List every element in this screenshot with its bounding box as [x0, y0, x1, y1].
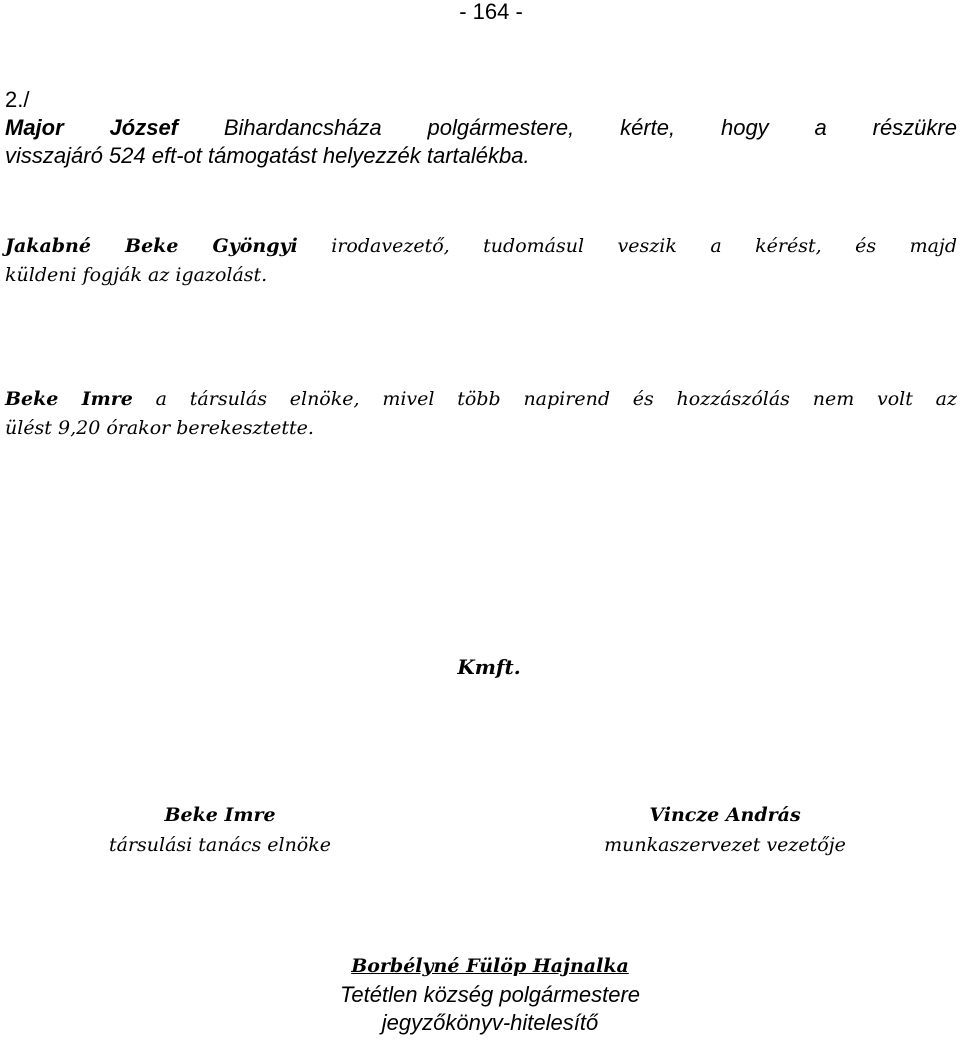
- signature-bottom: [230, 951, 750, 1037]
- paragraph-text: irodavezető, tudomásul veszik a kérést, és majd: [331, 235, 957, 257]
- signatory-role-1: Tetétlen község polgármestere: [339, 982, 641, 1007]
- speaker-name: Beke Imre: [5, 388, 133, 410]
- signatory-name: Borbélyné Fülöp Hajnalka: [351, 955, 629, 977]
- paragraph-beke-imre: [5, 385, 957, 443]
- signature-left: [40, 800, 400, 860]
- page-number: - 164 -: [459, 0, 523, 24]
- section-number: [5, 86, 957, 114]
- signatory-role-2: jegyzőkönyv-hitelesítő: [381, 1010, 599, 1035]
- signatory-name: Vincze András: [649, 804, 801, 826]
- paragraph-line-2: küldeni fogják az igazolást.: [5, 264, 268, 286]
- signatory-role: társulási tanács elnöke: [108, 834, 332, 856]
- section-number-label: 2./: [5, 87, 30, 112]
- paragraph-line-1: [5, 114, 957, 142]
- paragraph-text: a társulás elnöke, mivel több napirend és hozzászólás nem volt az: [155, 388, 958, 410]
- paragraph-line-2: visszajáró 524 eft-ot támogatást helyezzék tartalékba.: [5, 143, 530, 168]
- paragraph-line-2: ülést 9,20 órakor berekesztette.: [5, 417, 314, 439]
- paragraph-line-1: [5, 232, 957, 261]
- paragraph-major-jozsef: [5, 114, 957, 170]
- signatory-name: Beke Imre: [164, 804, 276, 826]
- signature-right: [545, 800, 905, 860]
- paragraph-text: Bihardancsháza polgármestere, kérte, hogy a részükre: [223, 115, 957, 140]
- closing-kmft: Kmft.: [457, 655, 521, 679]
- speaker-name: Jakabné Beke Gyöngyi: [5, 235, 298, 257]
- signatory-role: munkaszervezet vezetője: [604, 834, 846, 856]
- speaker-name: Major József: [5, 115, 179, 140]
- paragraph-line-1: [5, 385, 957, 414]
- paragraph-jakabne-beke-gyongyi: [5, 232, 957, 290]
